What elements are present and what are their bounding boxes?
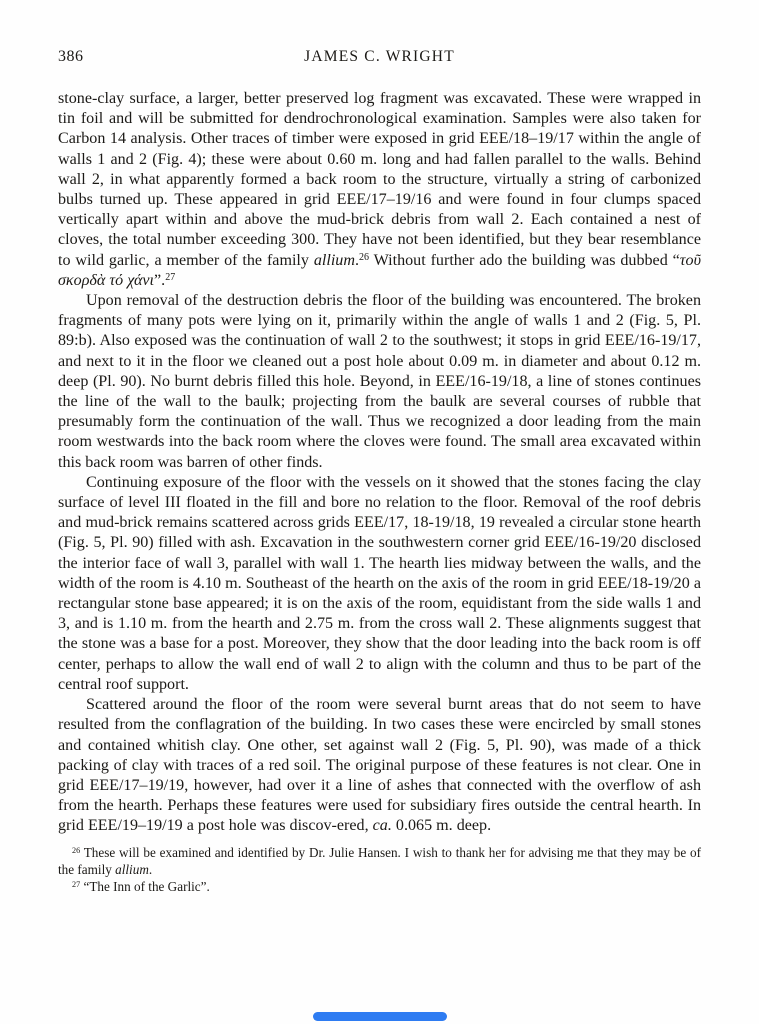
paragraph-3: Continuing exposure of the floor with the vessels on it showed that the stones facing the clay surface of level III floated in the fill and bore no relation to the floor. Removal of the roof debris and mud-brick remains scattered across grids EEE/17, 18-19/18, 19 revealed a circular stone hearth (Fig. 5, Pl. 90) filled with ash. Excavation in the southwestern corner grid EEE/16-19/20 disclosed the interior face of wall 3, parallel with wall 1. The hearth lies midway between the walls, and the width of the room is 4.10 m. Southeast of the hearth on the axis of the room in grid EEE/18-19/20 a rectangular stone base appeared; it is on the axis of the room, equidistant from the side walls 1 and 3, and is 1.10 m. from the hearth and 2.75 m. from the cross wall 2. These alignments suggest that the stone was a base for a post. Moreover, they show that the door leading into the back room is off center, perhaps to allow the wall end of wall 2 to align with the column and thus to be part of the central roof support.	[58, 473, 701, 693]
paragraph-1: stone-clay surface, a larger, better preserved log fragment was excavated. These were wrapped in tin foil and will be submitted for dendrochronological examination. Samples were also taken for Carbon 14 analysis. Other traces of timber were exposed in grid EEE/18–19/17 within the angle of walls 1 and 2 (Fig. 4); these were about 0.60 m. long and had fallen parallel to the walls. Behind wall 2, in what apparently formed a back room to the structure, virtually a string of carbonized bulbs turned up. These appeared in grid EEE/17–19/16 and were found in four clumps spaced vertically apart within and above the mud-brick debris from wall 2. Each contained a nest of cloves, the total number exceeding 300. They have not been identified, but they bear resemblance to wild garlic, a member of the family allium.$^{26}$ Without further ado the building was dubbed “τοῦ σκορδὰ τό χάνι”.$^{27}$	[58, 90, 701, 289]
footnote-26: $^{26}$ These will be examined and identified by Dr. Julie Hansen. I wish to thank her for advising me that they may be of the family allium.	[58, 844, 701, 877]
running-head: JAMES C. WRIGHT	[304, 48, 455, 65]
article-body	[58, 89, 701, 837]
page-number: 386	[58, 48, 84, 65]
bottom-progress-indicator[interactable]	[313, 1012, 447, 1021]
paragraph-2: Upon removal of the destruction debris the floor of the building was encountered. The broken fragments of many pots were lying on it, primarily within the angle of walls 1 and 2 (Fig. 5, Pl. 89:b). Also exposed was the continuation of wall 2 to the southwest; it stops in grid EEE/16-19/17, and next to it in the floor we cleaned out a post hole about 0.09 m. in diameter and about 0.12 m. deep (Pl. 90). No burnt debris filled this hole. Beyond, in EEE/16-19/18, a line of stones continues the line of the wall to the baulk; projecting from the baulk are several courses of rubble that presumably form the continuation of the wall. Thus we recognized a door leading from the main room westwards into the back room where the cloves were found. The small area excavated within this back room was barren of other finds.	[58, 292, 701, 471]
footnotes	[58, 844, 701, 895]
page-header	[58, 48, 701, 68]
paragraph-4: Scattered around the floor of the room were several burnt areas that do not seem to have resulted from the conflagration of the building. In two cases these were encircled by small stones and contained whitish clay. One other, set against wall 2 (Fig. 5, Pl. 90), was made of a thick packing of clay with traces of a red soil. The original purpose of these features is not clear. One in grid EEE/17–19/19, however, had over it a line of ashes that connected with the overflow of ash from the hearth. Perhaps these features were used for subsidiary fires outside the central hearth. In grid EEE/19–19/19 a post hole was discov-ered, ca. 0.065 m. deep.	[58, 696, 701, 835]
footnote-27: $^{27}$ “The Inn of the Garlic”.	[72, 878, 210, 894]
